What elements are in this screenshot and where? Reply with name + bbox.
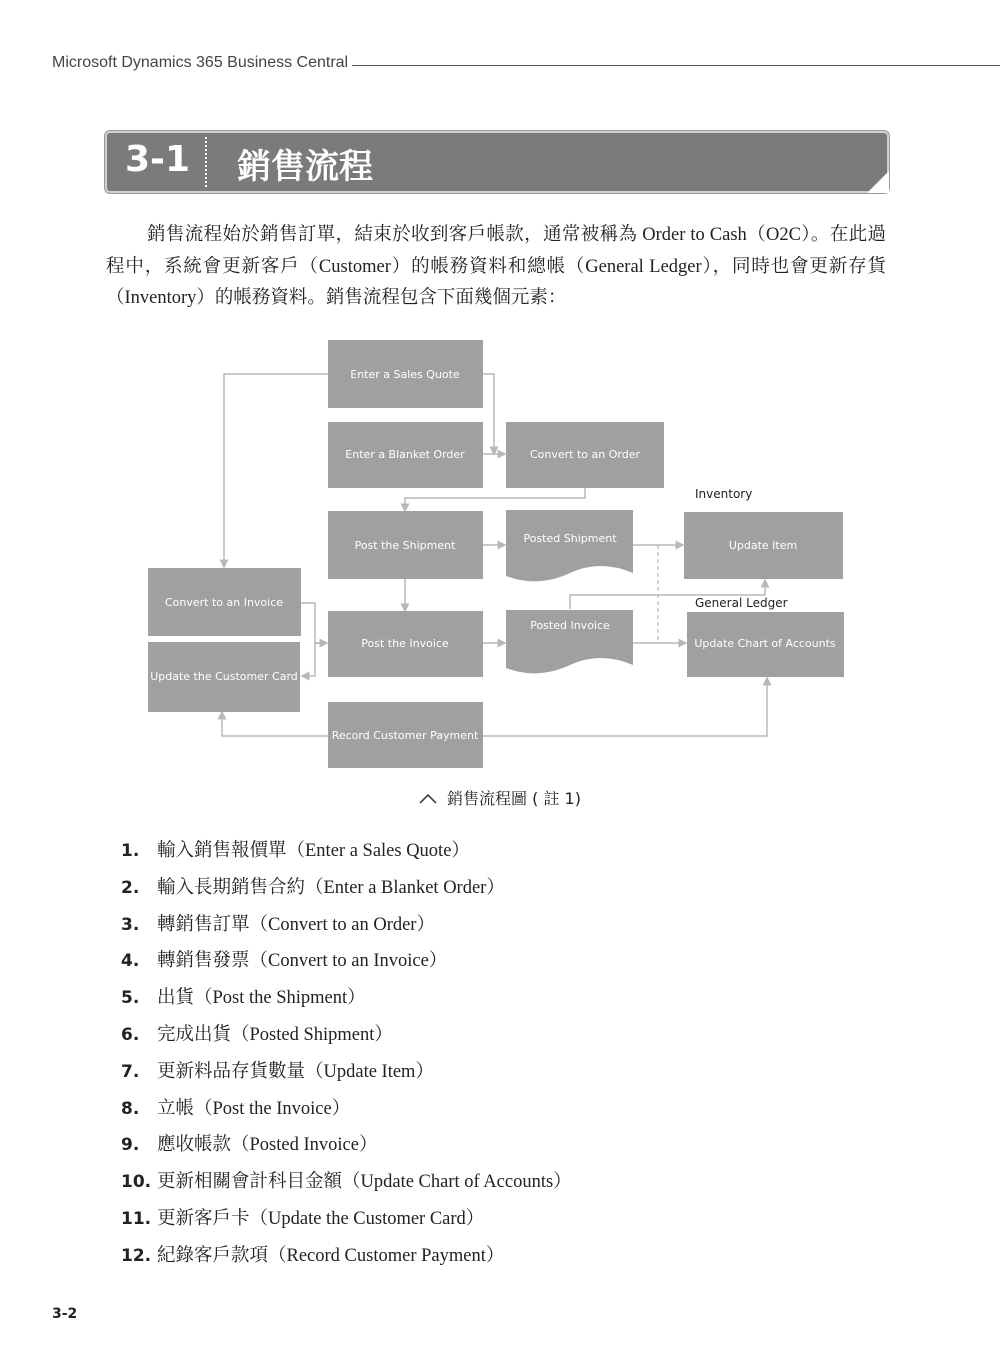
step-text: 轉銷售訂單（Convert to an Order） [157,914,435,935]
step-number: 8. [121,1098,140,1119]
box-update-item [684,512,843,579]
box-posted-shipment [506,510,633,581]
steps-list [121,833,572,1275]
box-convert-invoice [148,568,301,636]
svg-text:Update the Customer Card: Update the Customer Card [150,670,298,683]
step-number: 4. [121,951,140,972]
step-text: 輸入銷售報價單（Enter a Sales Quote） [157,841,470,861]
step-number: 3. [121,914,140,935]
list-item [121,1201,572,1238]
step-number: 7. [121,1061,140,1082]
running-header: Microsoft Dynamics 365 Business Central [52,54,352,72]
figure-caption [0,786,1000,809]
label-inventory: Inventory [695,487,753,501]
label-general-ledger: General Ledger [695,596,788,610]
step-text: 更新客戶卡（Update the Customer Card） [157,1208,485,1229]
list-item [121,870,572,907]
list-item [121,907,572,944]
list-item [121,980,572,1017]
svg-text:Post the Shipment: Post the Shipment [354,539,456,552]
svg-text:Posted Shipment: Posted Shipment [523,532,617,545]
svg-text:Update Chart of Accounts: Update Chart of Accounts [694,637,836,650]
box-update-customer [148,642,300,712]
svg-text:Record Customer Payment: Record Customer Payment [331,729,479,742]
box-update-accounts [687,612,844,677]
caret-up-icon [419,789,437,808]
box-blanket-order [328,422,483,488]
step-text: 輸入長期銷售合約（Enter a Blanket Order） [157,877,505,898]
step-text: 紀錄客戶款項（Record Customer Payment） [157,1245,505,1266]
svg-text:Post the Invoice: Post the Invoice [361,637,449,650]
section-title: 銷售流程 [237,147,373,187]
svg-text:Update Item: Update Item [728,539,798,552]
step-number: 1. [121,841,140,861]
box-record-payment [328,702,483,768]
box-convert-order [506,422,664,488]
intro-paragraph: 銷售流程始於銷售訂單，結束於收到客戶帳款，通常被稱為 Order to Cash（O2C）。在此過程中，系統會更新客戶（Customer）的帳務資料和總帳（General Ledger），同時也會更新存貨（Inventory）的帳務資料。銷售流程包含下面幾個元素： [106,225,886,308]
step-text: 應收帳款（Posted Invoice） [157,1135,378,1156]
list-item [121,1238,572,1275]
box-sales-quote [328,340,483,408]
svg-text:Enter a Blanket Order: Enter a Blanket Order [345,448,465,461]
section-banner [105,131,889,193]
step-text: 立帳（Post the Invoice） [157,1098,351,1119]
svg-text:Convert to an Order: Convert to an Order [530,448,640,461]
list-item [121,1054,572,1091]
step-text: 完成出貨（Posted Shipment） [157,1024,393,1045]
step-text: 出貨（Post the Shipment） [157,988,366,1009]
step-number: 6. [121,1024,140,1045]
svg-text:Posted Invoice: Posted Invoice [530,619,610,632]
step-number: 9. [121,1135,140,1156]
page-curl-icon [867,171,889,193]
step-text: 更新料品存貨數量（Update Item） [157,1061,434,1082]
section-number: 3-1 [125,139,191,180]
step-number: 12. [121,1245,152,1266]
list-item [121,1017,572,1054]
svg-text:Convert to an Invoice: Convert to an Invoice [164,596,284,609]
list-item [121,1091,572,1128]
step-number: 2. [121,877,140,898]
step-text: 轉銷售發票（Convert to an Invoice） [157,951,448,972]
list-item [121,1164,572,1201]
list-item [121,943,572,980]
intro-text [106,220,886,315]
box-posted-invoice [506,610,633,673]
list-item [121,833,572,870]
box-post-shipment [328,511,483,579]
step-number: 5. [121,988,140,1009]
page-number: 3-2 [52,1306,78,1322]
figure-caption-text: 銷售流程圖 ( 註 1) [447,789,581,808]
list-item [121,1127,572,1164]
svg-text:Enter a Sales Quote: Enter a Sales Quote [350,368,460,381]
sales-flow-diagram [0,330,1000,780]
section-divider [205,137,207,187]
step-number: 11. [121,1208,152,1229]
step-number: 10. [121,1172,152,1193]
step-text: 更新相關會計科目金額（Update Chart of Accounts） [157,1172,572,1193]
box-post-invoice [328,611,483,677]
